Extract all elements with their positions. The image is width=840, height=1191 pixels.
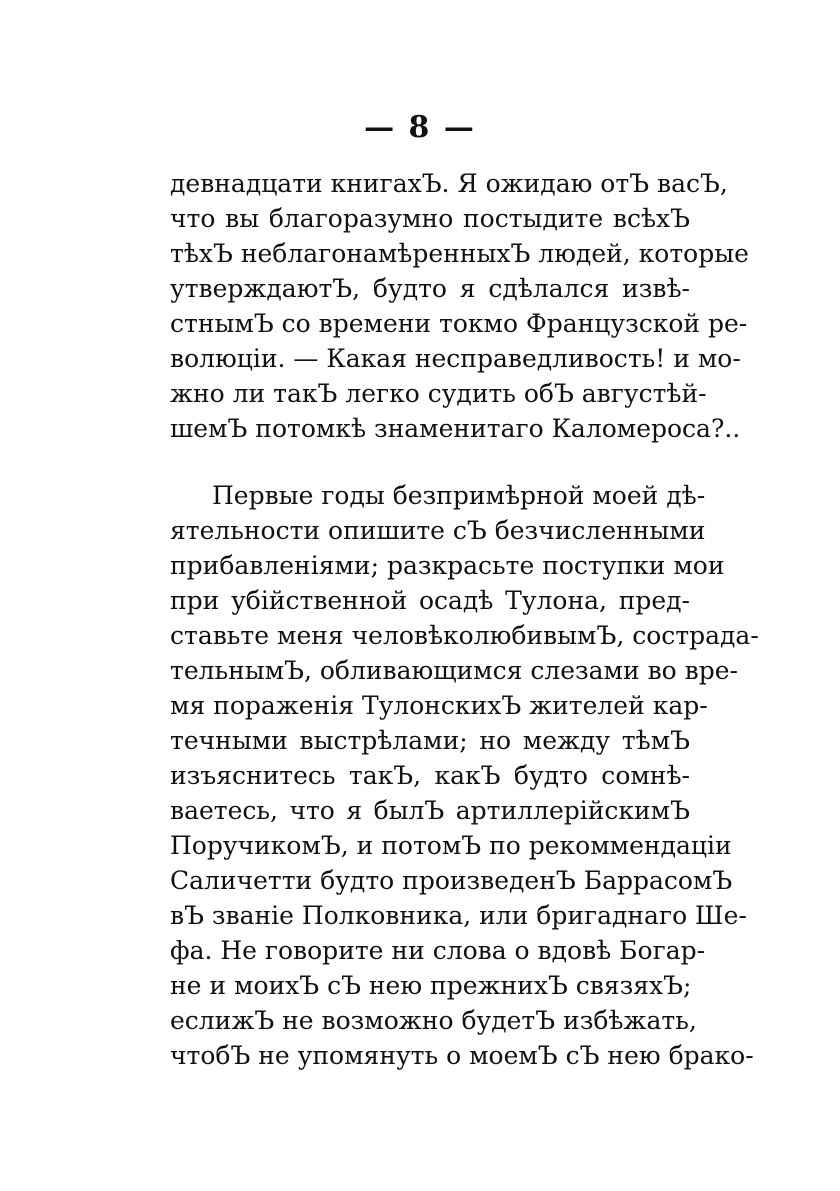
text-line: изъяснитесь такЪ, какЪ будто сомнѣ-: [170, 761, 690, 790]
text-line: вЪ званіе Полковника, или бригаднаго Ше-: [170, 901, 747, 930]
text-line: не и моихЪ сЪ нею прежнихЪ связяхЪ;: [170, 971, 692, 1000]
text-line: течными выстрѣлами; но между тѣмЪ: [170, 726, 690, 755]
text-line: тѣхЪ неблагонамѣренныхЪ людей, которые: [170, 239, 749, 268]
text-line: утверждаютЪ, будто я сдѣлался извѣ-: [170, 274, 690, 303]
text-line: шемЪ потомкѣ знаменитаго Каломероса?..: [170, 414, 741, 443]
text-line: стнымЪ со времени токмо Французской ре-: [170, 309, 748, 338]
text-line: девнадцати книгахЪ. Я ожидаю отЪ васЪ,: [170, 169, 728, 198]
text-line: фа. Не говорите ни слова о вдовѣ Богар-: [170, 936, 706, 965]
text-line: жно ли такЪ легко судить обЪ августѣй-: [170, 379, 707, 408]
text-line: при убійственной осадѣ Тулона, пред-: [170, 586, 690, 615]
text-line: ПоручикомЪ, и потомЪ по рекоммендаціи: [170, 831, 732, 860]
text-line: ятельности опишите сЪ безчисленными: [170, 516, 706, 545]
text-line: мя пораженія ТулонскихЪ жителей кар-: [170, 691, 708, 720]
text-line: ставьте меня человѣколюбивымЪ, сострада-: [170, 621, 759, 650]
text-line: Саличетти будто произведенЪ БаррасомЪ: [170, 866, 733, 895]
text-line: что вы благоразумно постыдите всѣхЪ: [170, 204, 690, 233]
text-line: Первые годы безпримѣрной моей дѣ-: [212, 481, 706, 510]
text-line: ваетесь, что я былЪ артиллерійскимЪ: [170, 796, 690, 825]
text-line: тельнымЪ, обливающимся слезами во вре-: [170, 656, 739, 685]
text-line: волюціи. — Какая несправедливость! и мо-: [170, 344, 741, 373]
paragraph-2: [170, 478, 759, 1073]
text-line: прибавленіями; разкрасьте поступки мои: [170, 551, 725, 580]
text-line: еслижЪ не возможно будетЪ избѣжать,: [170, 1006, 697, 1035]
paragraph-1: [170, 166, 749, 446]
text-line: чтобЪ не упомянуть о моемЪ сЪ нею брако-: [170, 1041, 754, 1070]
page-number: — 8 —: [364, 110, 476, 145]
